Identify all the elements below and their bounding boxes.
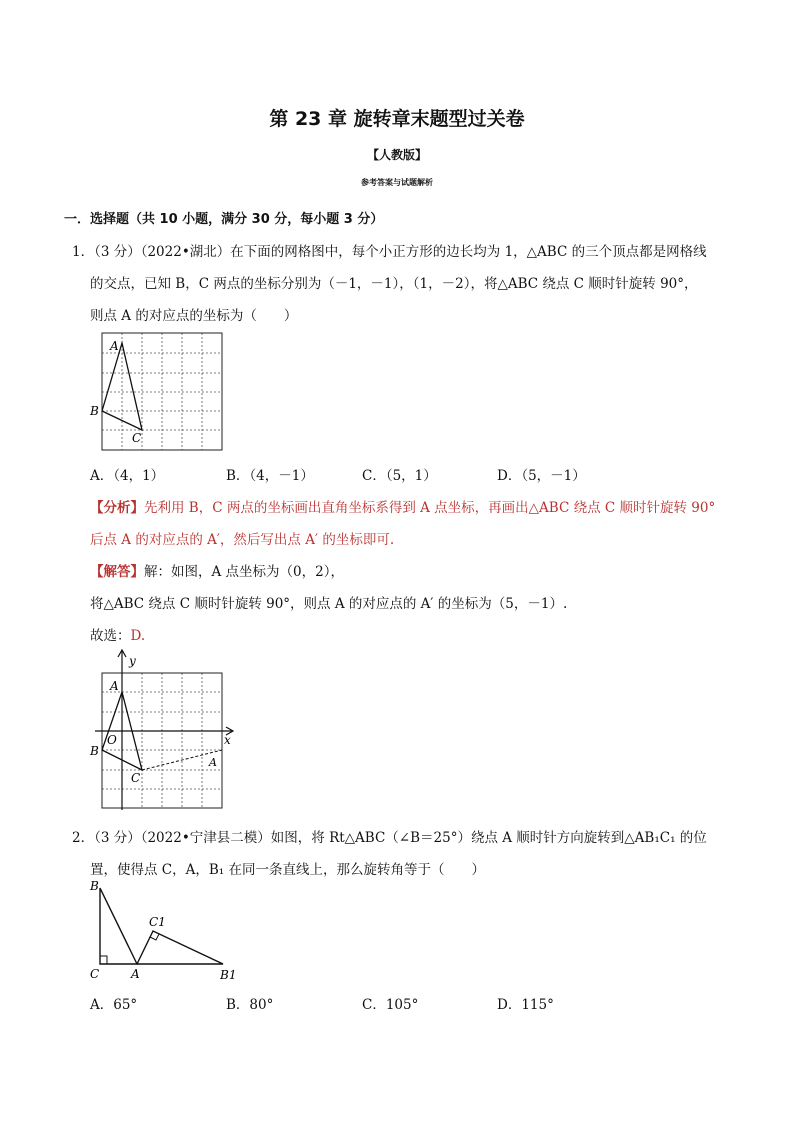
q1-option-d[interactable]: D．（5，－1） <box>497 468 586 484</box>
triangle-ab1c1 <box>137 931 223 964</box>
q2-stem-line2: 置，使得点 C，A，B₁ 在同一条直线上，那么旋转角等于（ ） <box>90 862 485 878</box>
choice-label: 故选： <box>90 628 131 644</box>
q1-option-b[interactable]: B．（4，－1） <box>226 468 314 484</box>
q1-answer-line2: 将△ABC 绕点 C 顺时针旋转 90°，则点 A 的对应点的 A′ 的坐标为（5，－1）. <box>90 596 568 612</box>
label-a: A <box>110 339 119 353</box>
label-b-2: B <box>90 744 99 758</box>
analysis-text-1: 先利用 B，C 两点的坐标画出直角坐标系得到 A 点坐标，再画出△ABC 绕点 C 顺时针旋转 90° <box>144 500 716 516</box>
choice-value: D. <box>130 628 146 644</box>
label-a-2: A <box>110 679 119 693</box>
label-c-2: C <box>131 771 141 785</box>
label-y: y <box>129 654 136 668</box>
label-c1: C1 <box>149 915 166 929</box>
q1-stem-line1: 1．（3 分）（2022•湖北）在下面的网格图中，每个小正方形的边长均为 1，△ABC 的三个顶点都是网格线 <box>72 244 707 260</box>
q2-figure-triangles <box>85 878 255 988</box>
grid-lines-2 <box>102 673 222 808</box>
q2-option-a[interactable]: A．65° <box>90 997 138 1013</box>
section-heading: 一．选择题（共 10 小题，满分 30 分，每小题 3 分） <box>64 212 384 227</box>
label-b1: B1 <box>220 968 237 982</box>
analysis-tag: 【分析】 <box>90 500 144 516</box>
q1-choice-line <box>90 624 145 644</box>
q1-option-c[interactable]: C．（5，1） <box>362 468 437 484</box>
q1-figure-grid <box>85 325 235 455</box>
label-a: A <box>131 967 140 981</box>
q2-option-b[interactable]: B．80° <box>226 997 274 1013</box>
q2-option-c[interactable]: C．105° <box>362 997 419 1013</box>
right-angle-c <box>100 956 107 964</box>
label-b: B <box>90 404 99 418</box>
label-o: O <box>107 733 117 747</box>
q1-figure-solution <box>85 645 245 810</box>
page-subtitle: 参考答案与试题解析 <box>361 178 433 187</box>
q1-stem-line2: 的交点，已知 B，C 两点的坐标分别为（－1，－1），（1，－2），将△ABC 绕点 C 顺时针旋转 90°， <box>90 276 698 292</box>
q1-analysis-line1 <box>90 496 715 516</box>
label-b: B <box>90 879 99 893</box>
q1-answer-line1 <box>90 560 344 580</box>
label-c: C <box>132 431 142 445</box>
label-x: x <box>224 733 231 747</box>
page-title: 第 23 章 旋转章末题型过关卷 <box>269 108 525 130</box>
edition-label: 【人教版】 <box>366 148 427 162</box>
answer-text-1: 解：如图，A 点坐标为（0，2）， <box>144 564 344 580</box>
q2-stem-line1: 2．（3 分）（2022•宁津县二模）如图，将 Rt△ABC（∠B＝25°）绕点 A 顺时针方向旋转到△AB₁C₁ 的位 <box>72 830 707 846</box>
q1-stem-line3: 则点 A 的对应点的坐标为（ ） <box>90 308 298 324</box>
label-c: C <box>90 967 100 981</box>
q1-option-a[interactable]: A．（4，1） <box>90 468 165 484</box>
q2-option-d[interactable]: D．115° <box>497 997 554 1013</box>
label-a-prime: A <box>209 756 217 769</box>
q1-analysis-line2: 后点 A 的对应点的 A′，然后写出点 A′ 的坐标即可. <box>90 532 395 548</box>
triangle-abc <box>100 888 137 964</box>
answer-tag: 【解答】 <box>90 564 144 580</box>
